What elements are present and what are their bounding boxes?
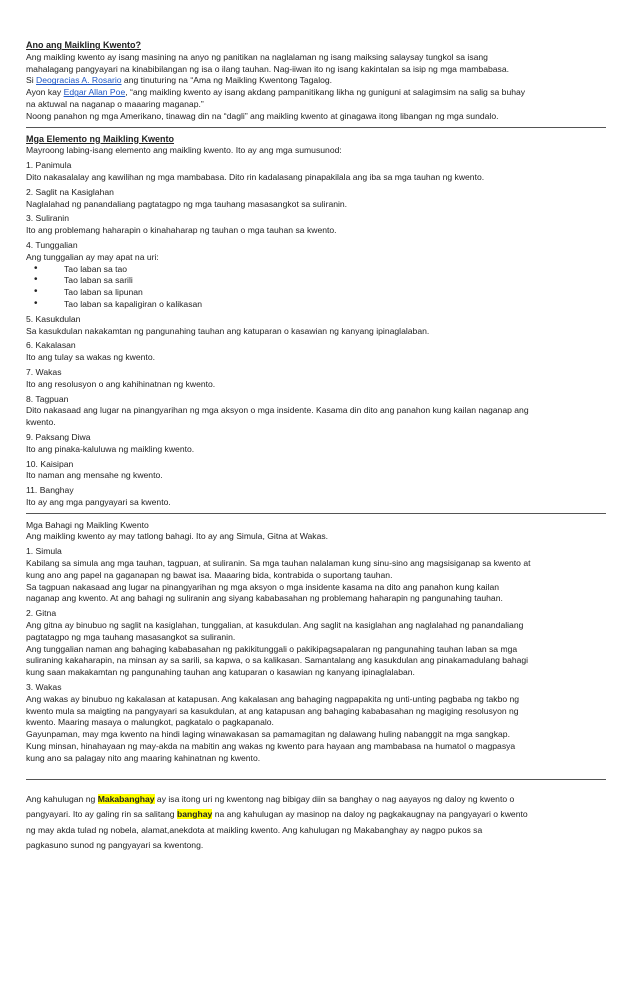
element-title: 3. Suliranin: [26, 213, 69, 224]
text-fragment: pangyayari. Ito ay galing rin sa salitang: [26, 809, 177, 820]
section-title: Mga Bahagi ng Maikling Kwento: [26, 519, 149, 530]
list-item: • Tao laban sa lipunan: [26, 287, 606, 299]
element-title: 11. Banghay: [26, 485, 74, 496]
highlighted-term-banghay: banghay: [176, 809, 213, 820]
part-title: 3. Wakas: [26, 682, 62, 693]
part-title: 2. Gitna: [26, 608, 57, 619]
paragraph-line: [26, 75, 606, 87]
list-item: • Tao laban sa kapaligiran o kalikasan: [26, 299, 606, 311]
text-fragment: Ayon kay: [26, 87, 64, 98]
element-desc: Dito nakasaad ang lugar na pinangyarihan ng mga aksyon o mga insidente. Kasama din dito ang panahon kung kailan naganap ang: [26, 405, 529, 416]
element-desc: Ito ang problemang haharapin o kinahaharap ng tauhan o mga tauhan sa kwento.: [26, 225, 337, 236]
part-text: kung ano ang papel na gaganapan ng bawat isa. Maaaring bida, kontrabida o suportang tauhan.: [26, 569, 393, 580]
part-text: kung ano sa palagay nito ang maaring kahinatnan ng kwento.: [26, 752, 261, 763]
part-text: naganap ang kwento. At ang bahagi ng suliranin ang siyang kababasahan ng problemang haharapin ng pangunahing tauhan.: [26, 593, 503, 604]
section-divider: [26, 779, 606, 780]
element-title: 4. Tunggalian: [26, 239, 78, 250]
element-title: 2. Saglit na Kasiglahan: [26, 186, 114, 197]
element-desc: Ito ang pinaka-kaluluwa ng maikling kwento.: [26, 443, 195, 454]
intro-text: Ang maikling kwento ay may tatlong bahagi. Ito ay ang Simula, Gitna at Wakas.: [26, 531, 329, 542]
element-desc: Ito ay ang mga pangyayari sa kwento.: [26, 496, 171, 507]
element-title: 8. Tagpuan: [26, 393, 69, 404]
element-title: 1. Panimula: [26, 160, 72, 171]
paragraph-line: ng may akda tulad ng nobela, alamat,anekdota at maikling kwento. Ang kahulugan ng Makabanghay ay nagpo pukos sa: [26, 824, 483, 835]
element-desc: Dito nakasalalay ang kawilihan ng mga mambabasa. Dito rin kadalasang pinapakilala ang iba sa mga tauhan ng kwento.: [26, 171, 485, 182]
text-fragment: , “ang maikling kwento ay isang akdang pampanitikang likha ng guniguni at salagimsim na salig sa buhay: [125, 87, 526, 98]
element-title: 7. Wakas: [26, 366, 62, 377]
element-desc: Sa kasukdulan nakakamtan ng pangunahing tauhan ang katuparan o kasawian ng kanyang ipinaglalaban.: [26, 325, 430, 336]
element-title: 5. Kasukdulan: [26, 313, 81, 324]
part-text: Ang gitna ay binubuo ng saglit na kasiglahan, tunggalian, at kasukdulan. Ang saglit na kasiglahan ang naglalahad ng panandaliang: [26, 620, 524, 631]
section-ano-ang-maikling-kwento: [26, 40, 606, 123]
paragraph-line: na aktuwal na naganap o maaaring maganap.”: [26, 98, 204, 109]
part-text: Sa tagpuan nakasaad ang lugar na pinangyarihan ng mga aksyon o mga insidente kasama na dito ang panahon kung kailan: [26, 581, 500, 592]
element-desc: Ito naman ang mensahe ng kwento.: [26, 470, 163, 481]
element-desc: kwento.: [26, 417, 56, 428]
part-title: 1. Simula: [26, 546, 62, 557]
link-deogracias-rosario[interactable]: Deogracias A. Rosario: [36, 75, 122, 86]
text-fragment: na ang kahulugan ay masinop na daloy ng pagkakaugnay na pangyayari o kwento: [212, 809, 528, 820]
section-divider: [26, 127, 606, 128]
part-text: Gayunpaman, may mga kwento na hindi laging winawakasan sa pamamagitan ng dalawang huling nabanggit na mga sangkap.: [26, 729, 510, 740]
section-makabanghay: [26, 792, 606, 854]
list-item: • Tao laban sa tao: [26, 264, 606, 276]
part-text: Ang tunggalian naman ang bahaging kababasahan ng pakikitunggali o pakikipagsapalaran ng pangunahing tauhan laban sa mga: [26, 643, 518, 654]
text-fragment: Ang kahulugan ng: [26, 793, 98, 804]
paragraph-line: pagkasuno sunod ng pangyayari sa kwentong.: [26, 840, 204, 851]
part-text: Kung minsan, hinahayaan ng may-akda na mabitin ang wakas ng kwento para hayaan ang mambabasa na humatol o magpasya: [26, 741, 516, 752]
tunggalian-list: [26, 264, 606, 311]
part-text: Kabilang sa simula ang mga tauhan, tagpuan, at suliranin. Sa mga tauhan nalalaman kung sinu-sino ang magsisiganap sa kwento at: [26, 558, 531, 569]
section-title: Ano ang Maikling Kwento?: [26, 40, 141, 50]
part-text: suliraning kakaharapin, na minsan ay sa sarili, sa kapwa, o sa kalikasan. Samantalang ang kasukdulan ang pinakamadulang bahagi: [26, 655, 529, 666]
element-desc: Naglalahad ng panandaliang pagtatagpo ng mga tauhang masasangkot sa suliranin.: [26, 198, 348, 209]
paragraph-line: [26, 807, 606, 823]
part-text: kwento mula sa maigting na pangyayari sa kasukdulan, at ang katapusan ang bahaging kababasahan ng magiging resolusyon ng: [26, 705, 519, 716]
paragraph-line: mahalagang pangyayari na kinabibilangan ng isa o ilang tauhan. Nag-iiwan ito ng isang kakintalan sa isip ng mga mambabasa.: [26, 63, 509, 74]
section-title: Mga Elemento ng Maikling Kwento: [26, 133, 175, 144]
paragraph-line: Ang maikling kwento ay isang masining na anyo ng panitikan na naglalaman ng isang maiksing salaysay tungkol sa isang: [26, 51, 488, 62]
part-text: kwento. Maaring masaya o malungkot, pagkatalo o pagkapanalo.: [26, 717, 274, 728]
element-desc: Ang tunggalian ay may apat na uri:: [26, 251, 159, 262]
paragraph-line: [26, 87, 606, 99]
element-title: 9. Paksang Diwa: [26, 431, 91, 442]
element-desc: Ito ang tulay sa wakas ng kwento.: [26, 352, 155, 363]
section-divider: [26, 513, 606, 514]
text-fragment: ang tinuturing na “Ama ng Maikling Kwentong Tagalog.: [121, 75, 333, 86]
text-fragment: ay isa itong uri ng kwentong nag bibigay diin sa banghay o nag aayayos ng daloy ng kwento o: [154, 793, 515, 804]
part-text: Ang wakas ay binubuo ng kakalasan at katapusan. Ang kakalasan ang bahaging nagpapakita ng unti-unting pagbaba ng takbo ng: [26, 693, 520, 704]
section-mga-elemento: [26, 134, 606, 509]
element-desc: Ito ang resolusyon o ang kahihinatnan ng kwento.: [26, 378, 216, 389]
element-title: 6. Kakalasan: [26, 340, 76, 351]
part-text: pagtatagpo ng mga tauhang masasangkot sa suliranin.: [26, 631, 236, 642]
part-text: kung saan makakamtan ng pangunahing tauhan ang katuparan o kasawian ng kanyang ipinaglalaban.: [26, 667, 415, 678]
list-item: • Tao laban sa sarili: [26, 275, 606, 287]
paragraph-line: Noong panahon ng mga Amerikano, tinawag din na “dagli” ang maikling kwento at ginagawa itong libangan ng mga sundalo.: [26, 110, 499, 121]
text-fragment: Si: [26, 75, 37, 86]
link-edgar-allan-poe[interactable]: Edgar Allan Poe: [63, 87, 126, 98]
intro-text: Mayroong labing-isang elemento ang maikling kwento. Ito ay ang mga sumusunod:: [26, 145, 342, 156]
highlighted-term-makabanghay: Makabanghay: [97, 793, 155, 804]
section-mga-bahagi: [26, 520, 606, 765]
element-title: 10. Kaisipan: [26, 458, 74, 469]
document-page: [26, 40, 606, 854]
paragraph-line: [26, 792, 606, 808]
